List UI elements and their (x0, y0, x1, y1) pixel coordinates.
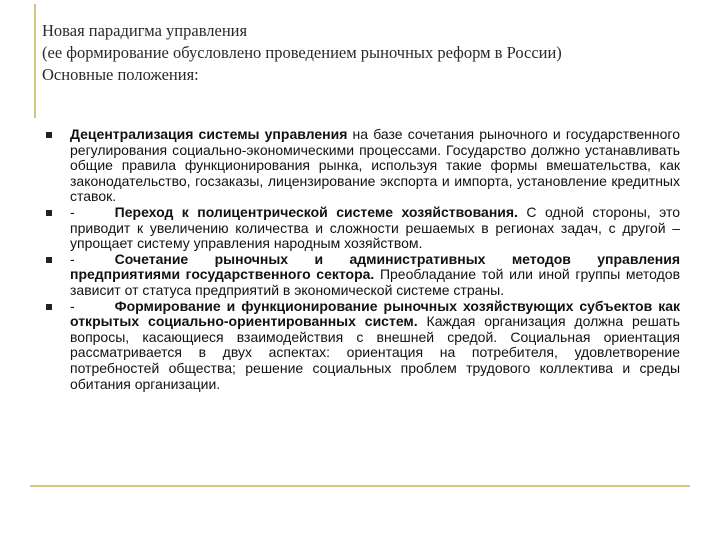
bullet-heading: Формирование и функционирование рыночных хозяйствующих субъектов как открытых социально-ориентированных систем. (70, 297, 680, 330)
bullet-dash: - (70, 250, 75, 267)
slide-title (42, 20, 702, 86)
square-bullet-icon (46, 304, 52, 310)
bullet-heading: Децентрализация системы управления (70, 126, 348, 142)
bullet-text: на базе сочетания рыночного и государственного регулирования социально-экономическими процессами. Государство должно устанавливать общие правила функционирования рынка, используя такие формы вмешательства, как законодательство, госзаказы, лицензирование экспорта и импорта, установление кредитных ставок. (70, 126, 681, 205)
bullet-heading: Переход к полицентрической системе хозяйствования. (114, 203, 518, 220)
title-line-subheading: (ее формирование обусловлено проведением рыночных реформ в России) (42, 43, 562, 62)
bullet-dash: - (70, 203, 75, 220)
bullet-text: С одной стороны, это приводит к увеличению количества и сложности решаемых в регионах задач, с другой – упрощает систему управления народным хозяйством. (70, 203, 681, 252)
bullet-text: Каждая организация должна решать вопросы, касающиеся взаимодействия с внешней средой. Социальная ориентация рассматривается в двух аспектах: ориентация на потребителя, удовлетворение потребностей общества; решение социальных проблем трудового коллектива и среды обитания организации. (70, 313, 680, 392)
bullet-item-decentralization (40, 127, 680, 205)
square-bullet-icon (46, 132, 52, 138)
decorative-horizontal-line (30, 485, 690, 487)
title-line-heading: Новая парадигма управления (42, 21, 248, 40)
bullet-item-polycentric (40, 205, 680, 252)
bullet-dash: - (70, 297, 75, 314)
bullet-item-market-entities (40, 299, 680, 393)
bullet-heading: Сочетание рыночных и административных методов управления предприятиями государственного сектора. (70, 250, 680, 283)
decorative-vertical-line (34, 4, 36, 118)
bullet-item-methods (40, 252, 680, 299)
square-bullet-icon (46, 210, 52, 216)
bullet-list (40, 127, 680, 392)
bullet-text: Преобладание той или иной группы методов зависит от статуса предприятий в экономической системе страны. (70, 266, 681, 298)
title-line-intro: Основные положения: (42, 65, 199, 84)
square-bullet-icon (46, 257, 52, 263)
